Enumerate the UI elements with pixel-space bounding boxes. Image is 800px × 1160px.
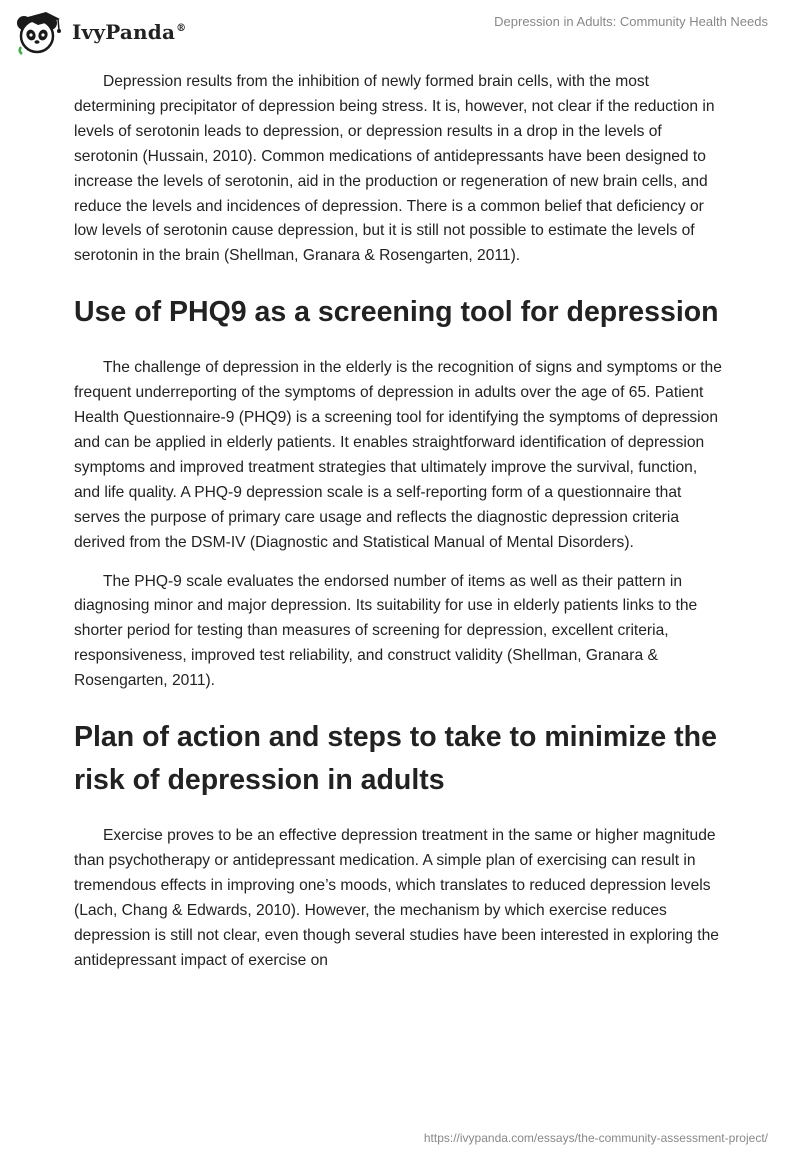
paragraph: Depression results from the inhibition of newly formed brain cells, with the most determining precipitator of depression being stress. It is, however, not clear if the reduction in levels of serotonin leads to depression, or depression results in a drop in the levels of serotonin (Hussain, 2010). Common medications of antidepressants have been designed to increase the levels of serotonin, aid in the production or regeneration of new brain cells, and reduce the levels and incidences of depression. There is a common belief that deficiency or low levels of serotonin cause depression, but it is still not possible to estimate the levels of serotonin in the brain (Shellman, Granara & Rosengarten, 2011).	[74, 73, 715, 265]
brand-logo[interactable]	[14, 8, 186, 56]
brand-name: IvyPanda®	[72, 20, 187, 44]
paragraph: The PHQ-9 scale evaluates the endorsed number of items as well as their pattern in diagnosing minor and major depression. Its suitability for use in elderly patients links to the shorter period for testing than measures of screening for depression, excellent criteria, responsiveness, improved test reliability, and construct validity (Shellman, Granara & Rosengarten, 2011).	[74, 572, 698, 690]
article-body	[74, 70, 726, 987]
running-title: Depression in Adults: Community Health Needs	[494, 14, 768, 29]
source-url[interactable]: https://ivypanda.com/essays/the-community-assessment-project/	[423, 1131, 768, 1145]
paragraph: Exercise proves to be an effective depression treatment in the same or higher magnitude than psychotherapy or antidepressant medication. A simple plan of exercising can result in tremendous effects in improving one’s moods, which translates to reduced depression levels (Lach, Chang & Edwards, 2010). However, the mechanism by which exercise reduces depression is still not clear, even though several studies have been interested in exploring the antidepressant impact of exercise on	[74, 827, 719, 969]
paragraph: The challenge of depression in the elderly is the recognition of signs and symptoms or the frequent underreporting of the symptoms of depression in adults over the age of 65. Patient Health Questionnaire-9 (PHQ9) is a screening tool for identifying the symptoms of depression and can be applied in elderly patients. It enables straightforward identification of depression symptoms and improved treatment strategies that ultimately improve the survival, function, and life quality. A PHQ-9 depression scale is a self-reporting form of a questionnaire that serves the purpose of primary care usage and reflects the diagnostic depression criteria derived from the DSM-IV (Diagnostic and Statistical Manual of Mental Disorders).	[74, 359, 722, 551]
section-heading: Plan of action and steps to take to minimize the risk of depression in adults	[74, 721, 717, 797]
panda-logo-icon	[14, 9, 64, 55]
section-heading: Use of PHQ9 as a screening tool for depression	[74, 296, 719, 329]
page-header	[0, 0, 800, 64]
